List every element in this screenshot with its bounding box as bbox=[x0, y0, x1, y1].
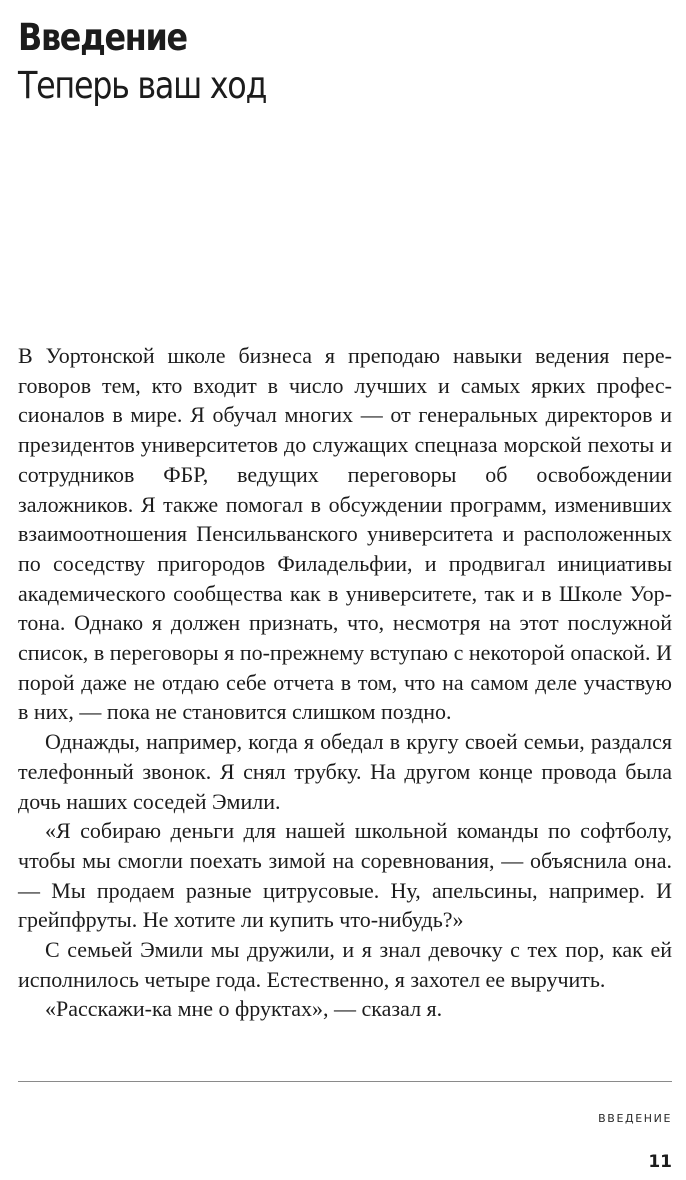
footer-divider bbox=[18, 1081, 672, 1082]
running-head: ВВЕДЕНИЕ bbox=[598, 1112, 672, 1125]
body-text bbox=[18, 341, 672, 1024]
paragraph-emily-quote: «Я собираю деньги для нашей школьной команды по софтболу, чтобы мы смогли поехать зимой на соревнования, — объяснила она. — Мы продаем разные цитрусовые. Ну, апельсины, например. И грейпфруты. Не хотите ли купить что-нибудь?» bbox=[18, 818, 672, 933]
page-number: 11 bbox=[648, 1152, 672, 1172]
chapter-title: Введение bbox=[18, 16, 187, 59]
chapter-subtitle: Теперь ваш ход bbox=[18, 64, 267, 107]
paragraph-intro: В Уортонской школе бизнеса я преподаю навыки ведения переговоров тем, кто входит в число лучших и самых ярких профессионалов в мире. Я обучал многих — от генеральных директоров и президентов университетов до служащих спецназа морской пехоты и сотрудников ФБР, ведущих переговоры об освобождении заложников. Я также помогал в обсуждении программ, изменивших взаимоотношения Пенсильванского университета и расположенных по соседству пригородов Филадельфии, и продвигал инициативы академического сообщества как в университете, так и в Школе Уортона. Однако я должен признать, что, несмотря на этот послужной список, в переговоры я по-прежнему вступаю с некоторой опаской. И порой даже не отдаю себе отчета в том, что на самом деле участвую в них, — пока не становится слишком поздно. bbox=[18, 343, 672, 725]
paragraph-reply: «Расскажи-ка мне о фруктах», — сказал я. bbox=[45, 996, 443, 1022]
paragraph-phone-call: Однажды, например, когда я обедал в кругу своей семьи, раздался телефонный звонок. Я снял трубку. На другом конце провода была дочь наших соседей Эмили. bbox=[18, 729, 672, 814]
paragraph-family: С семьей Эмили мы дружили, и я знал девочку с тех пор, как ей исполнилось четыре года. Естественно, я захотел ее выручить. bbox=[18, 937, 672, 992]
